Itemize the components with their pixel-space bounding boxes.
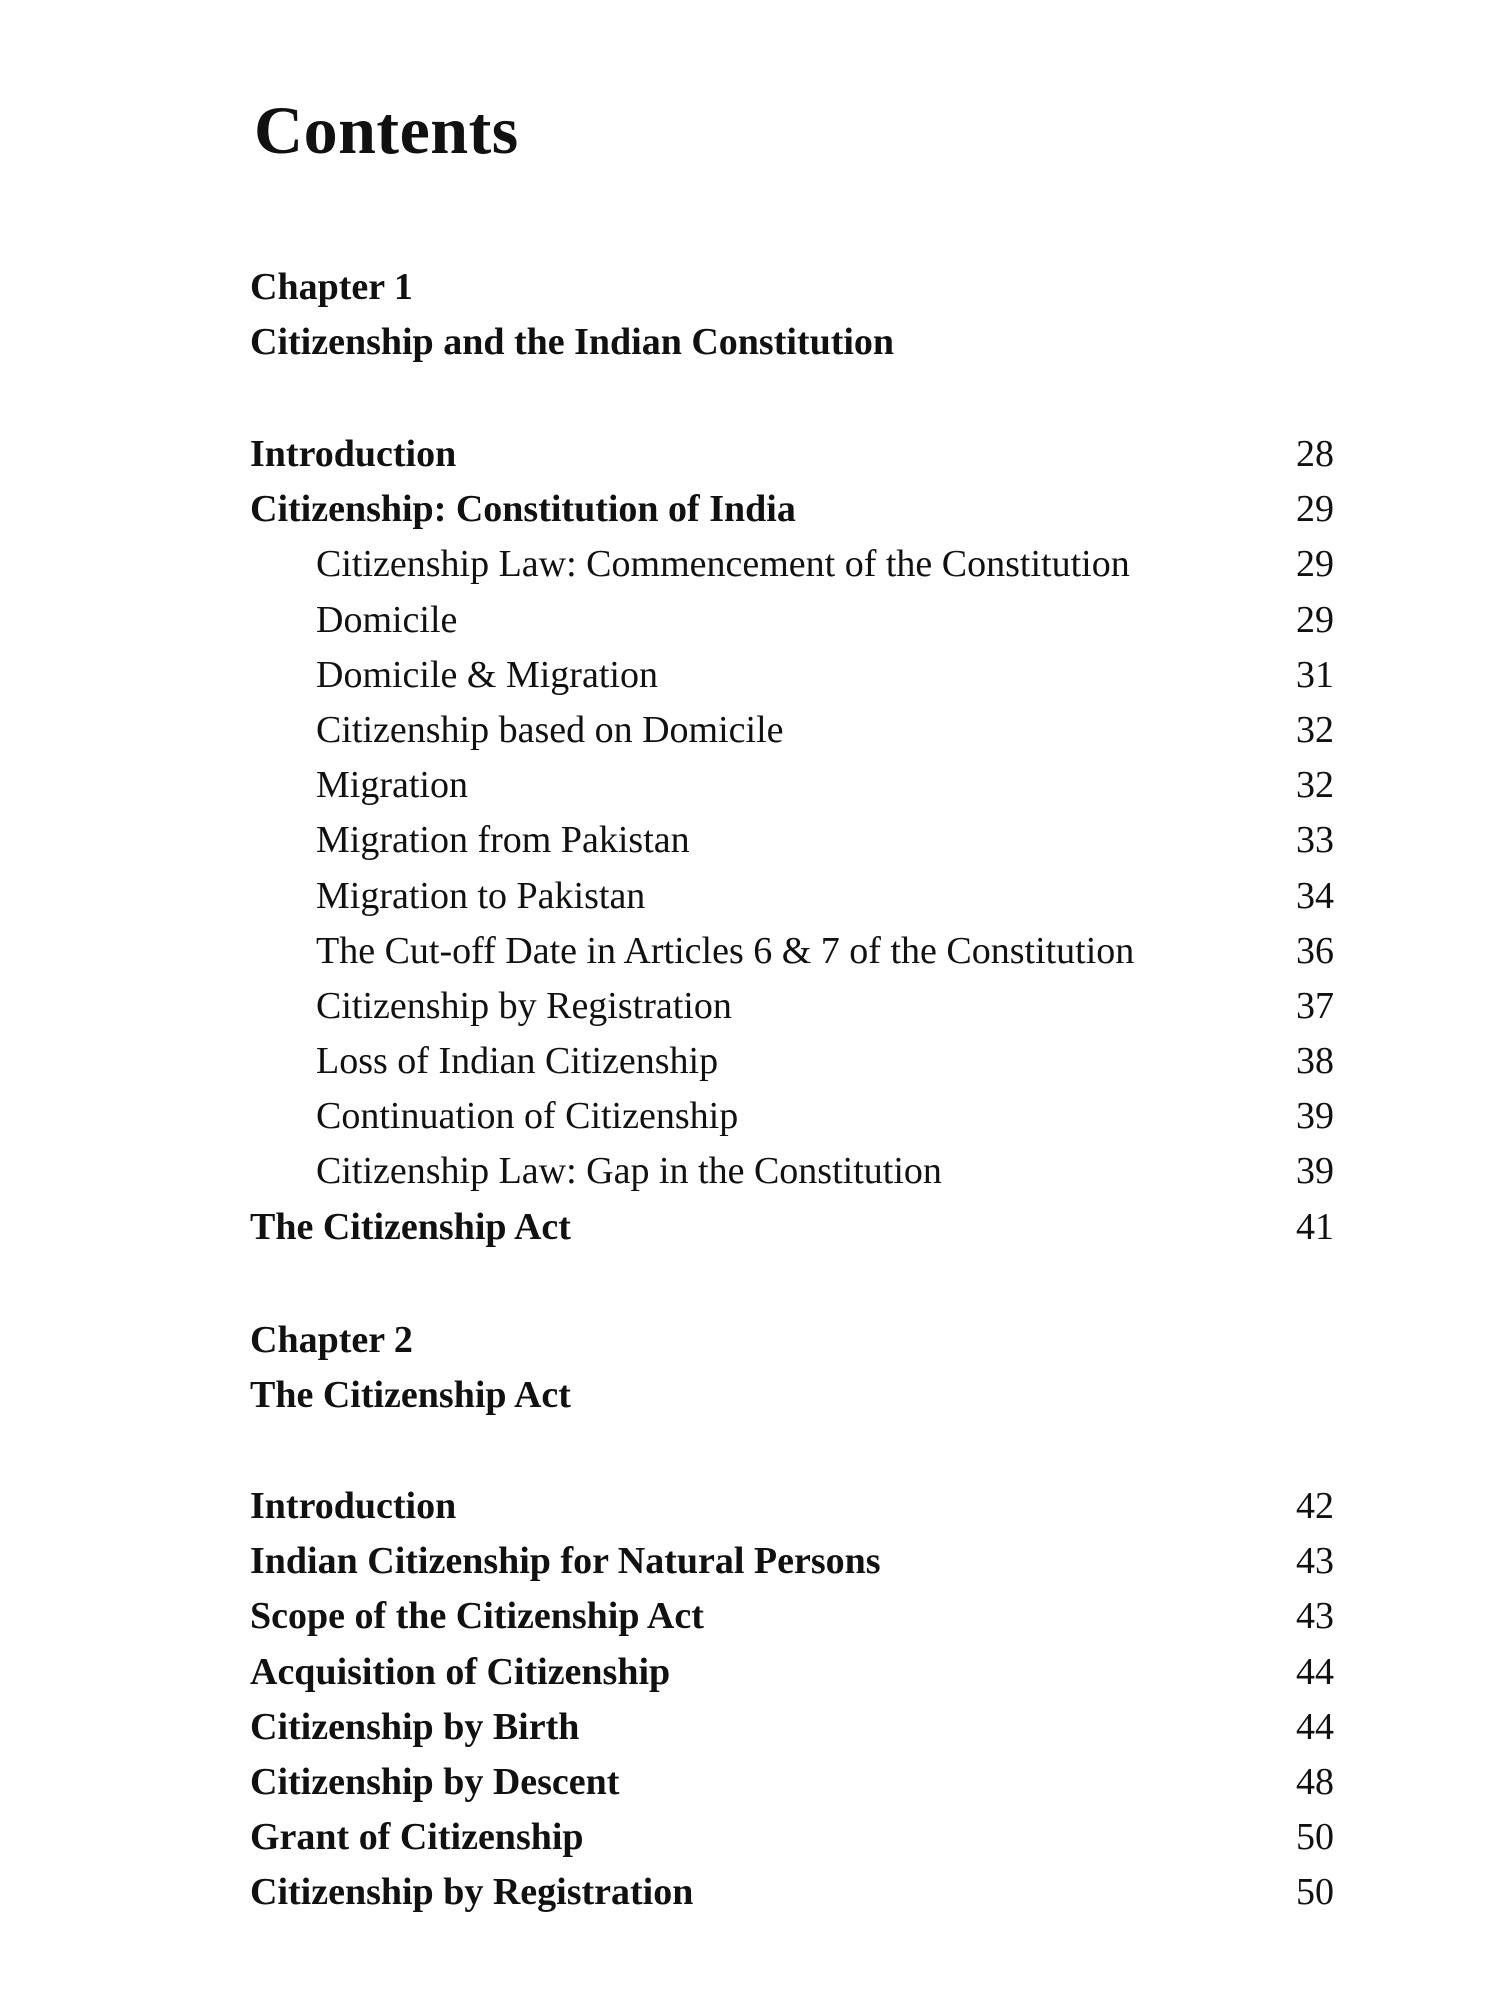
toc-entry-label: Loss of Indian Citizenship bbox=[316, 1040, 719, 1083]
toc-entry[interactable] bbox=[248, 979, 1338, 1034]
toc-entry-label: Citizenship by Descent bbox=[250, 1760, 620, 1803]
toc-entry-page-number: 32 bbox=[1296, 764, 1334, 807]
toc-entry-label: Citizenship Law: Commencement of the Constitution bbox=[316, 543, 1130, 586]
toc-entry[interactable] bbox=[248, 648, 1338, 703]
toc-entry-label: Grant of Citizenship bbox=[250, 1816, 584, 1859]
chapter-heading bbox=[250, 260, 894, 370]
toc-entry-page-number: 48 bbox=[1296, 1760, 1334, 1803]
toc-entry[interactable] bbox=[248, 813, 1338, 868]
toc-entry-page-number: 50 bbox=[1296, 1816, 1334, 1859]
toc-entry[interactable] bbox=[248, 593, 1338, 648]
toc-entry[interactable] bbox=[248, 924, 1338, 979]
toc-entry[interactable] bbox=[248, 1479, 1338, 1534]
toc-list-chapter-2 bbox=[248, 1479, 1338, 1921]
toc-entry[interactable] bbox=[248, 1700, 1338, 1755]
toc-entry[interactable] bbox=[248, 1810, 1338, 1865]
toc-entry-page-number: 39 bbox=[1296, 1150, 1334, 1193]
toc-entry-page-number: 36 bbox=[1296, 929, 1334, 972]
toc-entry-page-number: 29 bbox=[1296, 543, 1334, 586]
toc-entry-page-number: 43 bbox=[1296, 1595, 1334, 1638]
toc-entry[interactable] bbox=[248, 537, 1338, 592]
toc-entry-label: Introduction bbox=[250, 1485, 457, 1527]
toc-entry-label: Migration bbox=[316, 764, 468, 807]
toc-entry[interactable] bbox=[248, 703, 1338, 758]
toc-entry-label: Indian Citizenship for Natural Persons bbox=[250, 1540, 881, 1583]
contents-page bbox=[248, 0, 1338, 2000]
toc-entry-page-number: 37 bbox=[1296, 984, 1334, 1027]
toc-list-chapter-1 bbox=[248, 427, 1338, 1255]
toc-entry-page-number: 39 bbox=[1296, 1095, 1334, 1138]
toc-entry[interactable] bbox=[248, 869, 1338, 924]
toc-entry-label: Citizenship by Registration bbox=[316, 984, 732, 1027]
toc-entry[interactable] bbox=[248, 1089, 1338, 1144]
toc-entry-page-number: 38 bbox=[1296, 1040, 1334, 1083]
toc-entry-label: Citizenship Law: Gap in the Constitution bbox=[316, 1150, 942, 1193]
toc-entry-page-number: 31 bbox=[1296, 653, 1334, 696]
toc-entry-label: Scope of the Citizenship Act bbox=[250, 1595, 704, 1638]
toc-entry-label: Migration from Pakistan bbox=[316, 819, 690, 862]
toc-entry-page-number: 44 bbox=[1296, 1650, 1334, 1693]
toc-entry-label: Citizenship: Constitution of India bbox=[250, 488, 796, 531]
toc-entry-page-number: 41 bbox=[1296, 1205, 1334, 1248]
toc-entry-label: Citizenship by Registration bbox=[250, 1871, 694, 1914]
toc-entry-label: Continuation of Citizenship bbox=[316, 1095, 739, 1138]
page-title: Contents bbox=[254, 92, 519, 168]
toc-entry-page-number: 50 bbox=[1296, 1871, 1334, 1914]
toc-entry[interactable] bbox=[248, 1144, 1338, 1199]
toc-entry-label: Introduction bbox=[250, 433, 457, 475]
toc-entry-page-number: 33 bbox=[1296, 819, 1334, 862]
toc-entry-page-number: 28 bbox=[1296, 433, 1334, 475]
toc-entry[interactable] bbox=[248, 1645, 1338, 1700]
toc-entry-label: Acquisition of Citizenship bbox=[250, 1650, 671, 1693]
toc-entry-page-number: 29 bbox=[1296, 488, 1334, 531]
chapter-title: The Citizenship Act bbox=[250, 1374, 571, 1416]
toc-entry[interactable] bbox=[248, 758, 1338, 813]
toc-entry-page-number: 32 bbox=[1296, 708, 1334, 751]
toc-entry[interactable] bbox=[248, 1755, 1338, 1810]
toc-entry[interactable] bbox=[248, 1534, 1338, 1589]
toc-entry-label: Citizenship by Birth bbox=[250, 1705, 580, 1748]
toc-entry[interactable] bbox=[248, 1034, 1338, 1089]
toc-entry-label: Domicile & Migration bbox=[316, 653, 658, 696]
toc-entry[interactable] bbox=[248, 1589, 1338, 1644]
chapter-heading bbox=[250, 1313, 571, 1423]
toc-entry[interactable] bbox=[248, 1865, 1338, 1920]
toc-entry[interactable] bbox=[248, 1200, 1338, 1255]
toc-entry-label: Domicile bbox=[316, 598, 458, 641]
toc-entry-label: The Cut-off Date in Articles 6 & 7 of the Constitution bbox=[316, 929, 1135, 972]
chapter-number: Chapter 1 bbox=[250, 266, 413, 308]
toc-entry-page-number: 42 bbox=[1296, 1485, 1334, 1527]
toc-entry[interactable] bbox=[248, 427, 1338, 482]
toc-entry-label: Migration to Pakistan bbox=[316, 874, 646, 917]
toc-entry-label: Citizenship based on Domicile bbox=[316, 708, 784, 751]
chapter-title: Citizenship and the Indian Constitution bbox=[250, 321, 895, 363]
toc-entry-page-number: 43 bbox=[1296, 1540, 1334, 1583]
toc-entry-page-number: 44 bbox=[1296, 1705, 1334, 1748]
toc-entry[interactable] bbox=[248, 482, 1338, 537]
toc-entry-page-number: 29 bbox=[1296, 598, 1334, 641]
chapter-number: Chapter 2 bbox=[250, 1319, 413, 1361]
toc-entry-page-number: 34 bbox=[1296, 874, 1334, 917]
toc-entry-label: The Citizenship Act bbox=[250, 1205, 571, 1248]
